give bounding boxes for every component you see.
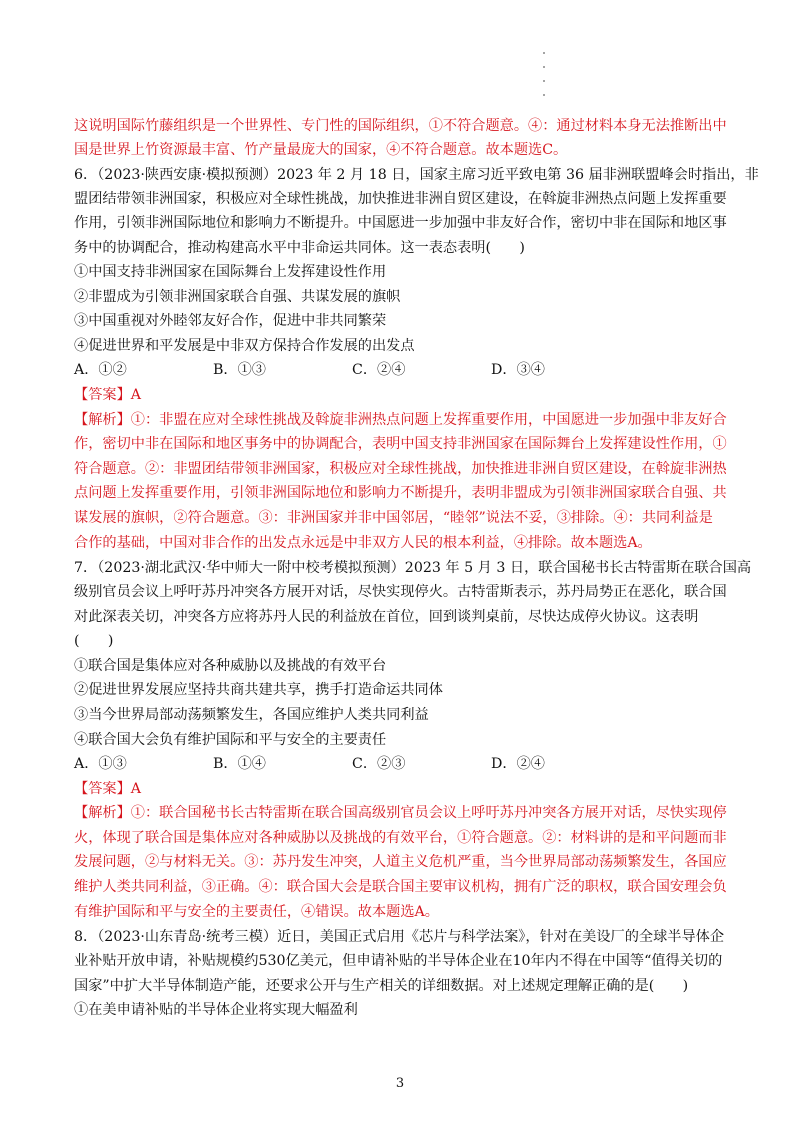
question-7-stem: ( ) — [74, 633, 114, 649]
analysis-line: ①：联合国秘书长古特雷斯在联合国高级别官员会议上呼吁苏丹冲突各方展开对话，尽快实现停 — [130, 805, 727, 821]
question-6-stem: 务中的协调配合，推动构建高水平中非命运共同体。这一表态表明( ) — [74, 240, 525, 256]
question-7-item: ①联合国是集体应对各种威胁以及挑战的有效平台 — [74, 658, 387, 674]
question-8-item: ①在美申请补贴的半导体企业将实现大幅盈利 — [74, 1002, 358, 1018]
question-7-stem: 对此深表关切，冲突各方应将苏丹人民的利益放在首位，回到谈判桌前，尽快达成停火协议。这表明 — [74, 609, 699, 625]
answer-value: A — [130, 387, 142, 403]
question-8-stem: 业补贴开放申请，补贴规模约530亿美元，但申请补贴的半导体企业在10年内不得在中国等“值得关切的 — [74, 953, 723, 969]
question-6-item: ③中国重视对外睦邻友好合作，促进中非共同繁荣 — [74, 313, 387, 329]
analysis-line: 火，体现了联合国是集体应对各种威胁以及挑战的有效平台，①符合题意。②：材料讲的是和平问题而非 — [74, 830, 727, 846]
analysis-tag: 【解析】 — [74, 412, 131, 428]
page-number: 3 — [395, 1076, 405, 1091]
answer-tag: 【答案】 — [74, 781, 131, 797]
question-6-item: ②非盟成为引领非洲国家联合自强、共谋发展的旗帜 — [74, 289, 401, 305]
option-a: A．①③ — [74, 756, 127, 772]
option-d: D．③④ — [491, 362, 545, 378]
analysis-line: 合作的基础，中国对非合作的出发点永远是中非双方人民的根本利益，④排除。故本题选A。 — [74, 535, 652, 551]
question-6-item: ①中国支持非洲国家在国际舞台上发挥建设性作用 — [74, 264, 387, 280]
option-b: B．①③ — [213, 362, 266, 378]
explanation-line: 这说明国际竹藤组织是一个世界性、专门性的国际组织，①不符合题意。④：通过材料本身无法推断出中 — [74, 118, 727, 134]
explanation-line: 国是世界上竹资源最丰富、竹产量最庞大的国家，④不符合题意。故本题选C。 — [74, 142, 568, 158]
option-c: C．②③ — [352, 756, 406, 772]
option-b: B．①④ — [213, 756, 266, 772]
analysis-line: 符合题意。②：非盟团结带领非洲国家，积极应对全球性挑战，加快推进非洲自贸区建设，在斡旋非洲热 — [74, 461, 727, 477]
question-6-stem: 6．（2023·陕西安康·模拟预测）2023 年 2 月 18 日，国家主席习近平致电第 36 届非洲联盟峰会时指出，非 — [74, 167, 759, 183]
question-7-stem: 级别官员会议上呼吁苏丹冲突各方展开对话，尽快实现停火。古特雷斯表示，苏丹局势正在恶化，联合国 — [74, 584, 727, 600]
analysis-line: 作，密切中非在国际和地区事务中的协调配合，表明中国支持非洲国家在国际舞台上发挥建设性作用，① — [74, 436, 727, 452]
analysis-line: 谋发展的旗帜，②符合题意。③：非洲国家并非中国邻居，“睦邻”说法不妥，③排除。④：共同利益是 — [74, 510, 713, 526]
question-6-analysis — [74, 410, 734, 430]
question-6-stem: 作用，引领非洲国际地位和影响力不断提升。中国愿进一步加强中非友好合作，密切中非在国际和地区事 — [74, 215, 727, 231]
question-7-item: ③当今世界局部动荡频繁发生，各国应维护人类共同利益 — [74, 707, 429, 723]
question-6-item: ④促进世界和平发展是中非双方保持合作发展的出发点 — [74, 338, 415, 354]
analysis-line: ①：非盟在应对全球性挑战及斡旋非洲热点问题上发挥重要作用，中国愿进一步加强中非友好合 — [130, 412, 727, 428]
analysis-line: 维护人类共同利益，③正确。④：联合国大会是联合国主要审议机构，拥有广泛的职权，联合国安理会负 — [74, 879, 727, 895]
question-7-answer — [74, 779, 734, 799]
option-a: A．①② — [74, 362, 127, 378]
question-7-stem: 7．（2023·湖北武汉·华中师大一附中校考模拟预测）2023 年 5 月 3 日，联合国秘书长古特雷斯在联合国高 — [74, 560, 752, 576]
analysis-line: 有维护国际和平与安全的主要责任，④错误。故本题选A。 — [74, 904, 439, 920]
question-7-item: ②促进世界发展应坚持共商共建共享，携手打造命运共同体 — [74, 682, 443, 698]
question-6-stem: 盟团结带领非洲国家，积极应对全球性挑战，加快推进非洲自贸区建设，在斡旋非洲热点问题上发挥重要 — [74, 191, 727, 207]
question-8-stem: 8．（2023·山东青岛·统考三模）近日，美国正式启用《芯片与科学法案》，针对在美设厂的全球半导体企 — [74, 929, 725, 945]
question-8-stem: 国家”中扩大半导体制造产能，还要求公开与生产相关的详细数据。对上述规定理解正确的是( ) — [74, 978, 689, 994]
analysis-line: 发展问题，②与材料无关。③：苏丹发生冲突，人道主义危机严重，当今世界局部动荡频繁发生，各国应 — [74, 854, 727, 870]
answer-value: A — [130, 781, 142, 797]
question-6-answer — [74, 385, 734, 405]
analysis-tag: 【解析】 — [74, 805, 131, 821]
option-c: C．②④ — [352, 362, 406, 378]
analysis-line: 点问题上发挥重要作用，引领非洲国际地位和影响力不断提升，表明非盟成为引领非洲国家联合自强、共 — [74, 485, 727, 501]
option-d: D．②④ — [491, 756, 545, 772]
question-7-item: ④联合国大会负有维护国际和平与安全的主要责任 — [74, 732, 387, 748]
margin-dots — [543, 52, 547, 108]
answer-tag: 【答案】 — [74, 387, 131, 403]
question-7-analysis — [74, 803, 734, 823]
